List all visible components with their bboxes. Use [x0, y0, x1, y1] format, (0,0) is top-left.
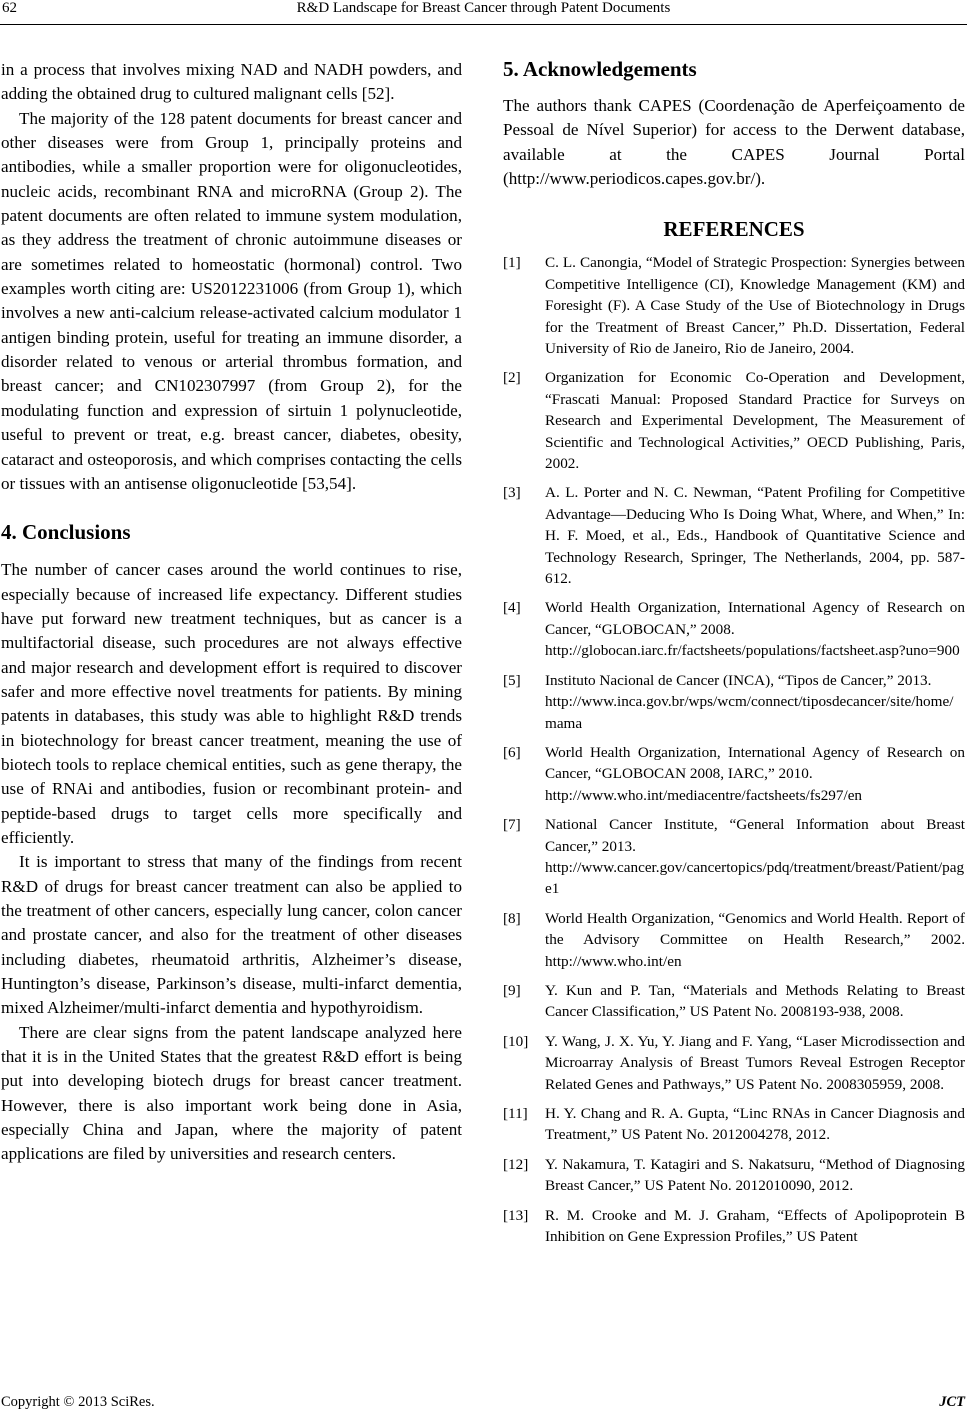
running-header — [0, 0, 967, 22]
reference-text: Y. Kun and P. Tan, “Materials and Methods Relating to Breast Cancer Classification,” US Patent No. 2008193-938, 2008. — [545, 981, 965, 1021]
reference-text: World Health Organization, International Agency of Research on Cancer, “GLOBOCAN,” 2008. — [545, 599, 965, 638]
reference-text: R. M. Crooke and M. J. Graham, “Effects of Apolipoprotein B Inhibition on Gene Expression Profiles,” US Patent — [545, 1206, 965, 1246]
right-column — [503, 56, 965, 1247]
reference-text: C. L. Canongia, “Model of Strategic Prospection: Synergies between Competitive Intelligence (CI), Knowledge Management (KM) and Foresight (F). A Case Study of the Use of Biotechnology in Drugs for the Treatment of Breast Cancer,” Ph.D. Dissertation, Federal University of Rio de Janeiro, Rio de Janeiro, 2004. — [545, 254, 965, 357]
reference-number: [13] — [503, 1206, 529, 1224]
header-rule — [0, 24, 967, 25]
reference-number: [3] — [503, 484, 521, 502]
conclusions-heading: 4. Conclusions — [1, 520, 131, 545]
reference-item — [503, 597, 965, 661]
reference-text: A. L. Porter and N. C. Newman, “Patent Profiling for Competitive Advantage—Deducing Who Is Doing What, Where, and When,” In: H. F. Moed, et al., Eds., Handbook of Quantitative Science and Technology Research, Springer, The Netherlands, 2004, pp. 587-612. — [545, 484, 965, 588]
reference-number: [2] — [503, 369, 521, 387]
reference-item — [503, 908, 965, 972]
paragraph-conclusions-3: There are clear signs from the patent landscape analyzed here that it is in the United States that the greatest R&D effort is being put into developing biotech drugs for breast cancer treatment. However, there is also important work being done in Asia, especially China and Japan, where the majority of patent applications are filed by universities and research centers. — [1, 1022, 462, 1164]
reference-number: [11] — [503, 1105, 528, 1122]
reference-item — [503, 814, 965, 900]
reference-item — [503, 482, 965, 589]
reference-item — [503, 1103, 965, 1146]
reference-text: World Health Organization, International Agency of Research on Cancer, “GLOBOCAN 2008, IARC,” 2010. — [545, 743, 965, 783]
reference-text: Y. Nakamura, T. Katagiri and S. Nakatsuru, “Method of Diagnosing Breast Cancer,” US Patent No. 2012010090, 2012. — [545, 1155, 965, 1195]
page-footer — [0, 1394, 967, 1414]
reference-item — [503, 367, 965, 474]
reference-number: [6] — [503, 743, 521, 761]
reference-number: [8] — [503, 909, 521, 927]
reference-url[interactable]: http://www.cancer.gov/cancertopics/pdq/treatment/breast/Patient/page1 — [545, 858, 965, 898]
reference-text: World Health Organization, “Genomics and World Health. Report of the Advisory Committee on Health Research,” 2002. http://www.who.int/en — [545, 909, 965, 970]
reference-item — [503, 252, 965, 359]
reference-url[interactable]: http://www.who.int/mediacentre/factsheets/fs297/en — [545, 786, 863, 804]
reference-item — [503, 1154, 965, 1197]
reference-number: [1] — [503, 254, 521, 272]
reference-text: H. Y. Chang and R. A. Gupta, “Linc RNAs in Cancer Diagnosis and Treatment,” US Patent No. 2012004278, 2012. — [545, 1105, 965, 1144]
reference-text: National Cancer Institute, “General Information about Breast Cancer,” 2013. — [545, 816, 965, 855]
reference-number: [12] — [503, 1155, 529, 1173]
reference-number: [4] — [503, 599, 521, 617]
page-number: 62 — [2, 0, 17, 16]
reference-item — [503, 1205, 965, 1248]
reference-text: Organization for Economic Co-Operation and Development, “Frascati Manual: Proposed Standard Practice for Surveys on Research and Experimental Development, The Measurement of Scientific and Technological Activities,” OECD Publishing, Paris, 2002. — [545, 369, 965, 473]
reference-number: [7] — [503, 816, 521, 834]
references-heading: REFERENCES — [663, 217, 805, 242]
running-title: R&D Landscape for Breast Cancer through Patent Documents — [296, 0, 671, 16]
reference-item — [503, 980, 965, 1023]
reference-number: [10] — [503, 1032, 529, 1050]
paragraph-conclusions-1: The number of cancer cases around the world continues to rise, especially because of increased life expectancy. Different studies have put forward new treatment techniques, but as cancer is a multifactorial disease, such procedures are not always effective and major research and development effort is required to discover safer and more effective novel treatments for patients. By mining patents in databases, this study was able to highlight R&D trends in biotechnology for breast cancer treatment, meaning the use of biotech tools to replace chemical entities, such as gene therapy, the use of RNAi and antibodies, fusion or recombinant protein- and peptide-based drugs to target cells more specifically and efficiently. — [1, 560, 462, 847]
paragraph-conclusions-2: It is important to stress that many of the findings from recent R&D of drugs for breast cancer treatment can also be applied to the treatment of other cancers, especially lung cancer, colon cancer and prostate cancer, and also for the treatment of other diseases including diabetes, rheumatoid arthritis, Alzheimer’s disease, Huntington’s disease, Parkinson’s disease, multi-infarct dementia, mixed Alzheimer/multi-infarct dementia and hypothyroidism. — [1, 852, 462, 1018]
copyright-notice: Copyright © 2013 SciRes. — [1, 1394, 155, 1410]
reference-item — [503, 742, 965, 806]
reference-number: [5] — [503, 671, 521, 689]
reference-text: Y. Wang, J. X. Yu, Y. Jiang and F. Yang, “Laser Microdissection and Microarray Analysis of Breast Tumors Reveal Estrogen Receptor Related Genes and Pathways,” US Patent No. 2008305959, 2008. — [545, 1032, 965, 1093]
acknowledgements-heading: 5. Acknowledgements — [503, 57, 697, 81]
left-column — [1, 58, 462, 1167]
reference-text: Instituto Nacional de Cancer (INCA), “Tipos de Cancer,” 2013. — [545, 671, 932, 689]
reference-number: [9] — [503, 981, 521, 999]
paragraph-patent-groups: The majority of the 128 patent documents for breast cancer and other diseases were from Group 1, principally proteins and antibodies, while a smaller proportion were for oligonucleotides, nucleic acids, recombinant RNA and microRNA (Group 2). The patent documents are often related to immune system modulation, as they address the treatment of chronic autoimmune diseases or are sometimes related to homeostatic (hormonal) control. Two examples worth citing are: US2012231006 (from Group 1), which involves a new anti-calcium release-activated calcium modulator 1 antigen binding protein, useful for treating an immune disorder, a disorder related to venous or arterial thrombus formation, and breast cancer; and CN102307997 (from Group 2), for the modulating function and expression of sirtuin 1 polynucleotide, useful to prevent or treat, e.g. breast cancer, diabetes, obesity, cataract and osteoporosis, and which comprises contacting the cells or tissues with an antisense oligonucleotide [53,54]. — [1, 108, 462, 493]
acknowledgements-text: The authors thank CAPES (Coordenação de Aperfeiçoamento de Pessoal de Nível Superior) for access to the Derwent database, available at the CAPES Journal Portal (http://www.periodicos.capes.gov.br/). — [503, 96, 965, 189]
reference-item — [503, 670, 965, 734]
reference-url[interactable]: http://globocan.iarc.fr/factsheets/populations/factsheet.asp?uno=900 — [545, 642, 960, 660]
reference-item — [503, 1031, 965, 1095]
paragraph-continued: in a process that involves mixing NAD and NADH powders, and adding the obtained drug to cultured malignant cells [52]. — [1, 60, 462, 104]
journal-abbreviation: JCT — [939, 1394, 965, 1410]
reference-url[interactable]: http://www.inca.gov.br/wps/wcm/connect/tiposdecancer/site/home/mama — [545, 693, 954, 732]
